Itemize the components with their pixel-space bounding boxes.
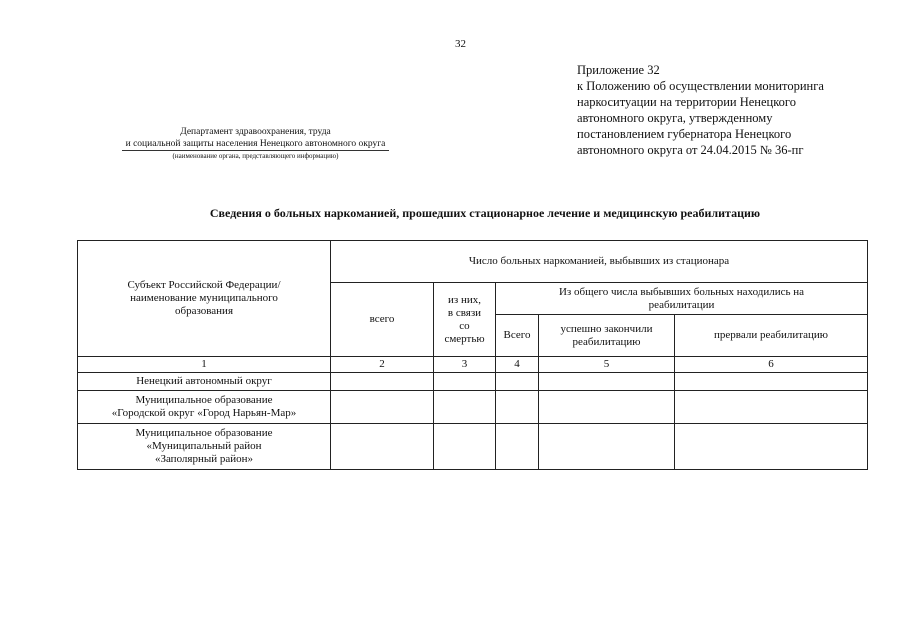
cell-deaths	[434, 373, 496, 391]
appendix-line: автономного округа, утвержденному	[577, 111, 773, 125]
organization-block	[83, 126, 428, 161]
header-subject: Субъект Российской Федерации/ наименование муниципального образования	[78, 241, 331, 357]
appendix-line: Приложение 32	[577, 63, 660, 77]
column-number: 5	[539, 357, 675, 373]
page-number: 32	[455, 38, 466, 50]
column-number-row	[78, 357, 868, 373]
cell-rehab-success	[539, 373, 675, 391]
cell-rehab-total	[496, 424, 539, 470]
cell-rehab-interrupted	[675, 424, 868, 470]
row-name: Муниципальное образование «Муниципальный район «Заполярный район»	[78, 424, 331, 470]
header-deaths: из них, в связи со смертью	[434, 283, 496, 357]
report-table	[77, 240, 868, 470]
organization-caption: (наименование органа, представляющего информацию)	[172, 152, 339, 160]
header-rehab-interrupted: прервали реабилитацию	[675, 315, 868, 357]
document-title: Сведения о больных наркоманией, прошедших стационарное лечение и медицинскую реабилитацию	[209, 206, 761, 220]
table-row	[78, 424, 868, 470]
column-number: 2	[331, 357, 434, 373]
header-rehab-total: Всего	[496, 315, 539, 357]
appendix-line: автономного округа от 24.04.2015 № 36-пг	[577, 143, 804, 157]
cell-rehab-success	[539, 391, 675, 424]
cell-total	[331, 391, 434, 424]
appendix-line: постановлением губернатора Ненецкого	[577, 127, 792, 141]
column-number: 6	[675, 357, 868, 373]
cell-rehab-success	[539, 424, 675, 470]
cell-rehab-interrupted	[675, 391, 868, 424]
cell-total	[331, 424, 434, 470]
header-rehab-success: успешно закончили реабилитацию	[539, 315, 675, 357]
cell-rehab-interrupted	[675, 373, 868, 391]
row-name: Муниципальное образование «Городской округ «Город Нарьян-Мар»	[78, 391, 331, 424]
appendix-line: наркоситуации на территории Ненецкого	[577, 95, 796, 109]
header-total: всего	[331, 283, 434, 357]
cell-rehab-total	[496, 373, 539, 391]
table-row	[78, 373, 868, 391]
header-discharged: Число больных наркоманией, выбывших из стационара	[331, 241, 868, 283]
organization-name	[83, 126, 428, 151]
cell-deaths	[434, 424, 496, 470]
column-number: 1	[78, 357, 331, 373]
header-rehab-group: Из общего числа выбывших больных находились на реабилитации	[496, 283, 868, 315]
organization-line: и социальной защиты населения Ненецкого автономного округа	[122, 138, 390, 151]
column-number: 3	[434, 357, 496, 373]
cell-deaths	[434, 391, 496, 424]
cell-rehab-total	[496, 391, 539, 424]
row-name: Ненецкий автономный округ	[78, 373, 331, 391]
cell-total	[331, 373, 434, 391]
table-row	[78, 391, 868, 424]
appendix-note	[577, 62, 887, 158]
organization-line: Департамент здравоохранения, труда	[180, 127, 331, 137]
column-number: 4	[496, 357, 539, 373]
appendix-line: к Положению об осуществлении мониторинга	[577, 79, 824, 93]
